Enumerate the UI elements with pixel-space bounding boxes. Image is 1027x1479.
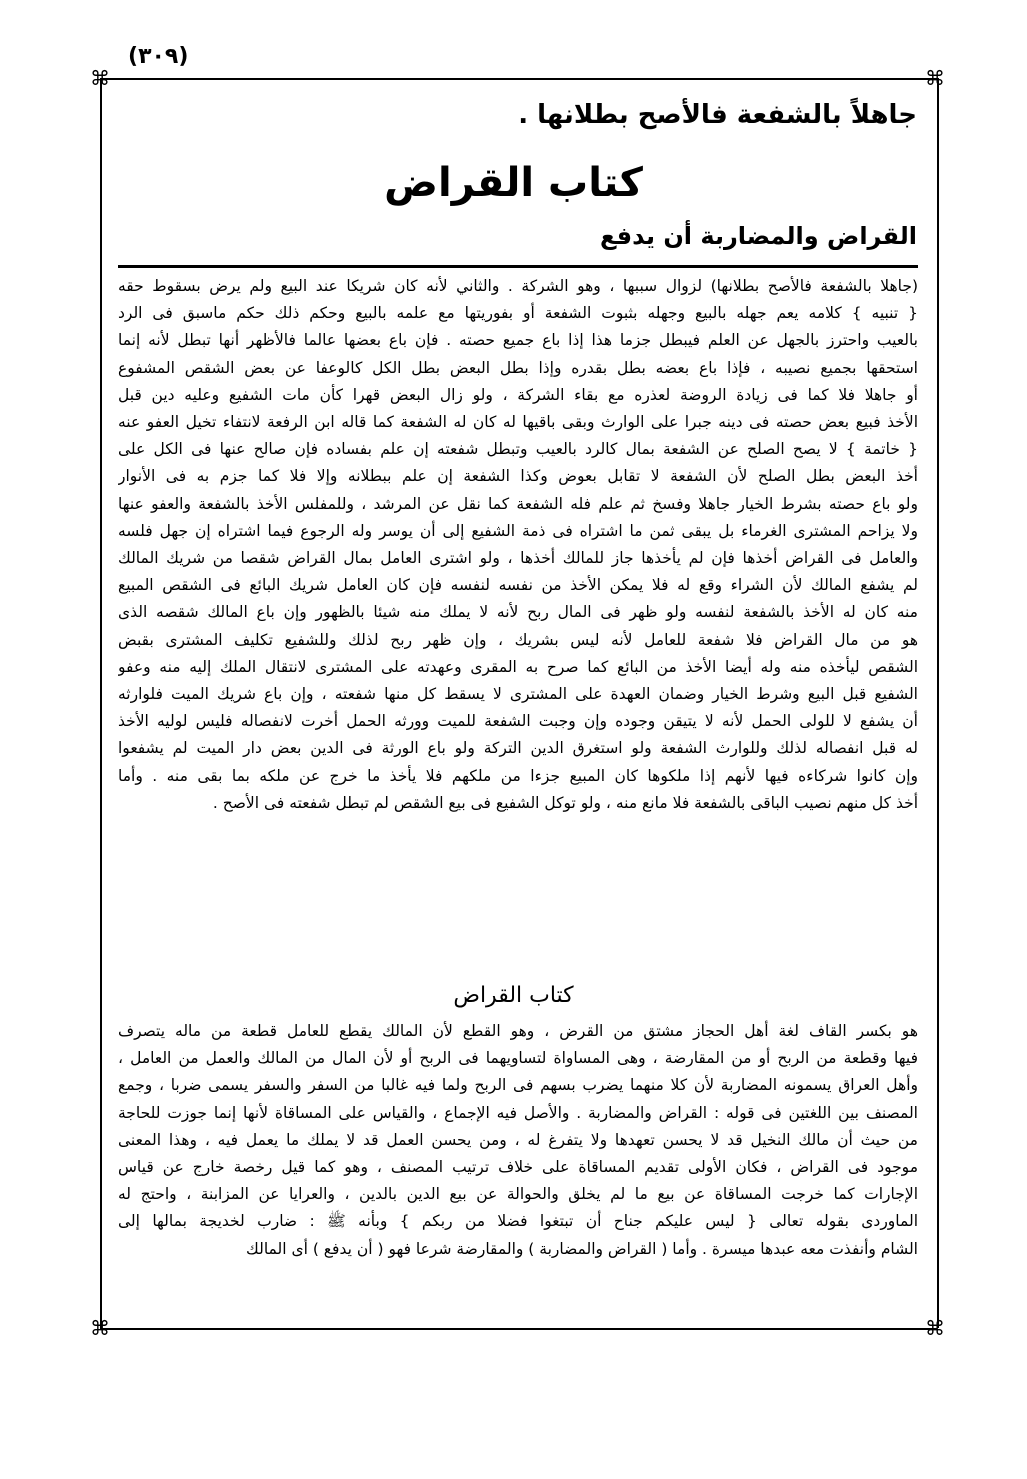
text-line: الشام وأنفذت معه عبدها ميسرة . وأما ( القراض والمضاربة ) والمقارضة شرعا فهو ( أن يدفع ) أى المالك xyxy=(246,1239,918,1258)
bottom-rule xyxy=(100,1328,937,1330)
text-line: وإن كانوا شركاءه فيها لأنهم إذا ملكوها كان المبيع جزءا من ملكهم فلا يأخذ ما خرج عن ملكه بما بقى منه . وأما xyxy=(118,766,918,785)
text-line: { تنبيه } كلامه يعم جهله بالبيع وجهله بثبوت الشفعة أو بفوريتها مع علمه بالبيع وحكم ذلك حكم ماسبق فى الرد xyxy=(118,304,918,323)
text-line: منه كان له الأخذ بالشفعة لنفسه ولو ظهر فى المال ربح لأنه لا يملك منه شيئا بالظهور وإن باع المالك شقصه الذى xyxy=(118,603,918,622)
top-rule xyxy=(100,78,937,80)
page-number: (٣٠٩) xyxy=(128,44,189,69)
matn-text-bottom: القراض والمضاربة أن يدفع xyxy=(599,222,917,250)
text-line: الشقص ليأخذه منه وله أيضا الأخذ من البائع كما صرح به المقرى وعهدته على المشترى لانتقال الملك إليه منه وعفو xyxy=(118,657,918,676)
text-line: أخذ كل منهم نصيب الباقى بالشفعة فلا مانع منه ، ولو توكل الشفيع فى بيع الشقص لم تبطل شفعته فى الأصح . xyxy=(212,793,918,812)
text-line: الأخذ فبيع بعض حصته فى دينه جبرا على الوارث وبقى باقيها له كان له الشفعة كما قاله ابن الرفعة لانتفاء تخيل العفو عنه xyxy=(118,413,918,432)
text-line: لم يشفع المالك لأن الشراء وقع له فلا يمكن الأخذ من نفسه لنفسه فإن كان العامل شريك البائع فى الشقص المبيع xyxy=(118,576,918,595)
subheading: كتاب القراض xyxy=(453,983,574,1008)
text-line: أخذ البعض بطل الصلح لأن الشفعة لا تقابل بعوض وكذا الشفعة إن علم ببطلانه وإلا فلا كما جزم به فى الأنوار xyxy=(118,467,918,486)
chapter-title: كتاب القراض xyxy=(384,160,643,206)
matn-text-top: جاهلاً بالشفعة فالأصح بطلانها . xyxy=(518,100,917,130)
text-line: بالعيب واحترز بالجهل عن العلم فيبطل جزما هذا إذا باع جميع حصته . فإن باع بعضها عالما فالأظهر أنها تبطل لأنه إنما xyxy=(118,331,918,350)
text-line: هو من مال القراض فلا شفعة للعامل لأنه ليس بشريك ، وإن ظهر ربح لذلك وللشفيع تكليف المشترى بقبض xyxy=(118,630,918,649)
text-line: (جاهلا بالشفعة فالأصح بطلانها) لزوال سببها ، وهو الشركة . والثاني لأنه كان شريكا عند البيع ولم يرض بسقوط حقه xyxy=(118,277,918,295)
text-line: أن يشفع لا للولى الحمل لأنه لا يتيقن وجوده وإن وجبت الشفعة للميت وورثه الحمل أخرت لانفصاله فليس لوليه الأخذ xyxy=(118,712,918,731)
corner-ornament-icon: ⌘ xyxy=(925,66,945,90)
text-line: الشفيع قبل البيع وشرط الخيار وضمان العهدة على المشترى لا يسقط كل منها شفعته ، وإن باع شريك الميت فلوارثه xyxy=(118,685,918,704)
text-line: استحقها بجميع نصيبه ، فإذا باع بعضه بطل بقدره وإذا بطل البعض بطل الكل كالوعفا عن بعض الشقص المشفوع xyxy=(118,358,918,377)
text-line: فيها وقطعة من الربح أو من المقارضة ، وهى المساواة لتساويهما فى الربح أو لأن المال من المالك والعمل من العامل ، xyxy=(118,1049,918,1068)
text-line: ولو باع حصته بشرط الخيار جاهلا وفسخ ثم علم فله الشفعة كما نقل عن المرشد ، وللمفلس الأخذ بالشفعة والعفو عنها xyxy=(118,494,918,513)
matn-divider xyxy=(118,265,918,268)
text-line: أو جاهلا فلا كما فى زيادة الروضة لعذره مع بقاء الشركة ، ولو زال البعض قهرا كأن مات الشفيع وعليه دين قبل xyxy=(118,385,918,404)
corner-ornament-icon: ⌘ xyxy=(90,66,110,90)
corner-ornament-icon: ⌘ xyxy=(90,1316,110,1340)
text-line: من حيث أن مالك النخيل قد لا يحسن تعهدها ولا يتفرغ له ، ومن يحسن العمل قد لا يملك ما يعمل فيه ، وهذا المعنى xyxy=(118,1130,918,1149)
text-line: له قبل انفصاله لذلك وللوارث الشفعة ولو استغرق الدين التركة ولو باع الورثة فى الدين بعض دار الميت لم يشفعوا xyxy=(118,739,918,758)
text-line: هو بكسر القاف لغة أهل الحجاز مشتق من القرض ، وهو القطع لأن المالك يقطع للعامل قطعة من ماله يتصرف xyxy=(118,1022,918,1040)
text-line: الماوردى بقوله تعالى { ليس عليكم جناح أن تبتغوا فضلا من ربكم } وبأنه ﷺ : ضارب لخديجة بمالها إلى xyxy=(118,1212,918,1231)
text-line: وأهل العراق يسمونه المضاربة لأن كلا منهما يضرب بسهم فى الربح ولما فيه غالبا من السفر والسفر يسمى ضربا ، وجمع xyxy=(118,1076,918,1095)
text-line: { خاتمة } لا يصح الصلح عن الشفعة بمال كالرد بالعيب وتبطل شفعته إن علم بفساده فإن صالح عنها فى الكل على xyxy=(118,440,918,459)
text-line: موجود فى القراض ، فكان الأولى تقديم المساقاة على خلاف ترتيب المصنف ، وهو كما قيل رخصة خارج عن قياس xyxy=(118,1158,918,1177)
text-line: ولا يزاحم المشترى الغرماء بل يبقى ثمن ما اشتراه فى ذمة الشفيع إلى أن يوسر وله الرجوع فيما اشتراه إن جهل فلسه xyxy=(118,521,918,540)
commentary-block-1 xyxy=(118,273,918,817)
text-line: الإجارات كما خرجت المساقاة عن بيع ما لم يخلق والحوالة عن بيع الدين بالدين ، والعرايا عن المزابنة ، واحتج له xyxy=(118,1185,918,1204)
corner-ornament-icon: ⌘ xyxy=(925,1316,945,1340)
text-line: والعامل فى القراض أخذها فإن لم يأخذها جاز للمالك أخذها ، ولو اشترى العامل بمال القراض شقصا من شريك المالك xyxy=(118,549,918,568)
text-line: المصنف بين اللغتين فى قوله : القراض والمضاربة . والأصل فيه الإجماع ، والقياس على المساقاة لأنها إنما جوزت للحاجة xyxy=(118,1103,918,1122)
commentary-block-2 xyxy=(118,1018,918,1263)
